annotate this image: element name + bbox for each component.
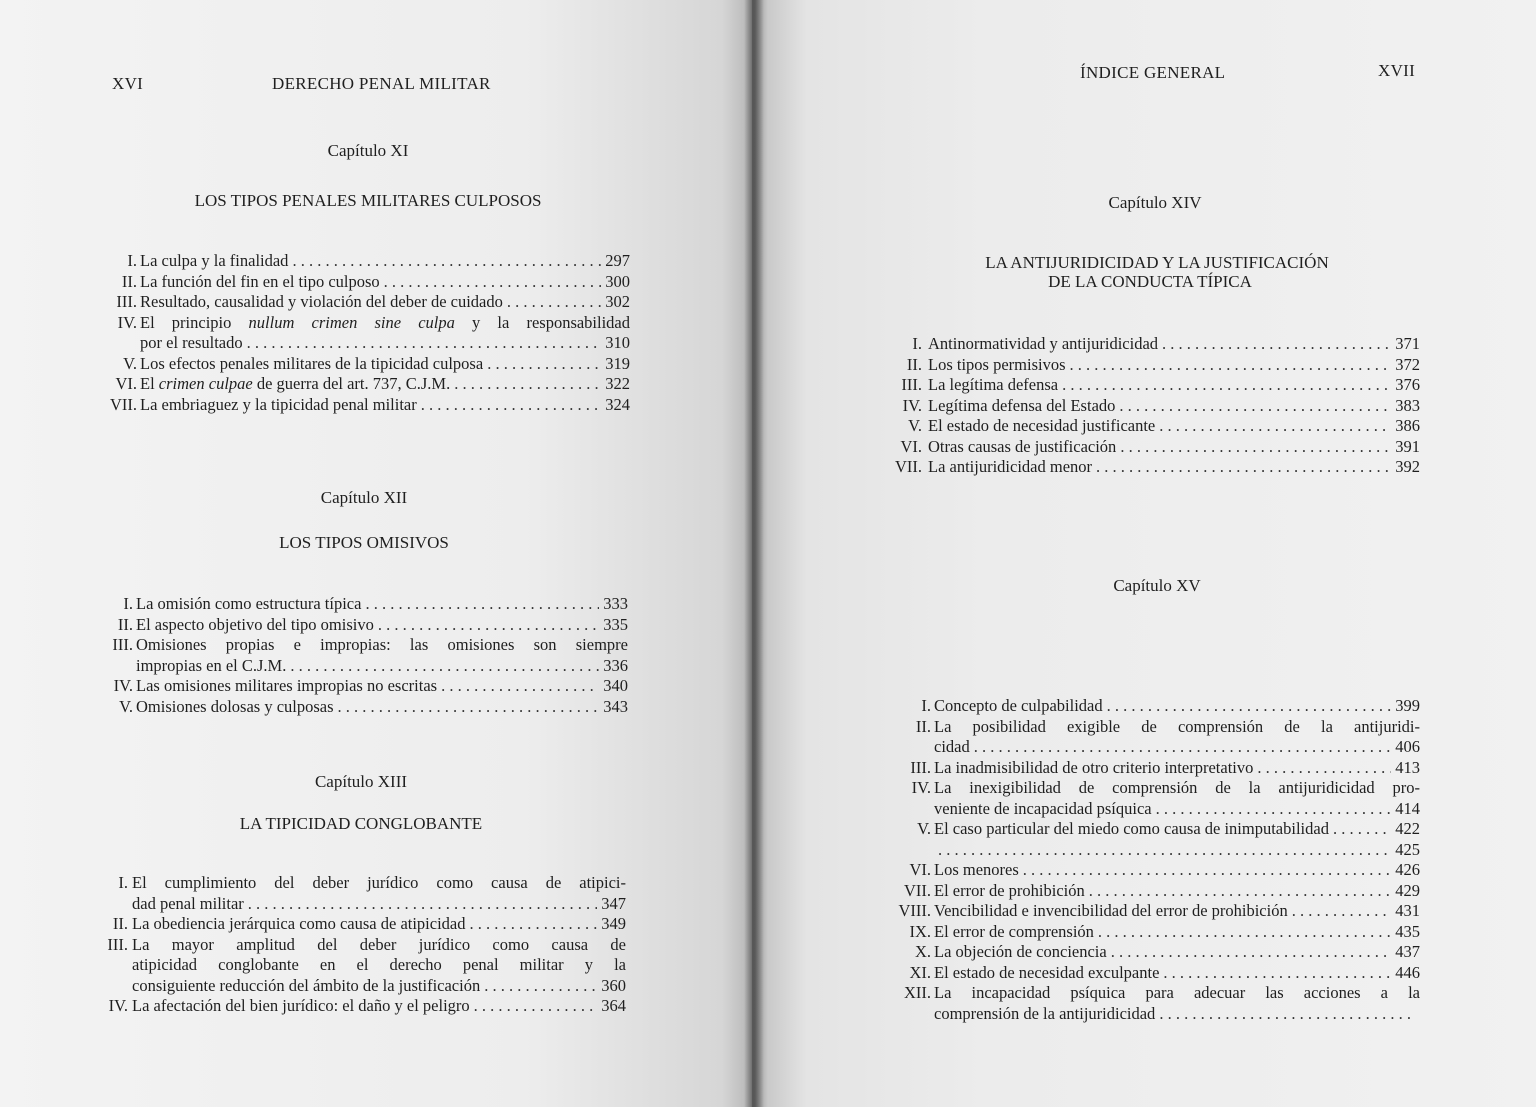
dot-leader [1070, 355, 1392, 376]
toc-entry [100, 395, 630, 416]
toc-entry-number: II. [915, 716, 931, 736]
toc-entry-text: Otras causas de justificación [928, 436, 1117, 456]
dot-leader [1107, 696, 1392, 717]
toc-page-number: 340 [603, 676, 628, 695]
toc-page-number: 319 [605, 353, 630, 373]
left-running-title: DERECHO PENAL MILITAR [272, 74, 491, 93]
toc-entry-number: I. [127, 251, 137, 270]
toc-entry-number: II. [121, 271, 137, 291]
dot-leader [378, 615, 599, 636]
toc-page-number: 399 [1395, 696, 1420, 715]
toc-entry-number: XII. [903, 983, 931, 1002]
dot-leader [974, 737, 1392, 758]
toc-entry-text: La incapacidad psíquica para adecuar las acciones a la [934, 983, 1420, 1002]
toc-entry-number: VI. [900, 436, 922, 456]
toc-entry [100, 374, 630, 395]
toc-entry [96, 914, 626, 935]
toc-entry-text: El estado de necesidad exculpante [934, 962, 1160, 982]
toc-entry [884, 942, 1420, 963]
toc-entry [884, 758, 1420, 779]
toc-entry-text: El cumplimiento del deber jurídico como causa de atipici- [132, 873, 626, 892]
chapter-title: LOS TIPOS OMISIVOS [279, 533, 449, 552]
dot-leader [1120, 437, 1391, 458]
toc-entry [884, 963, 1420, 984]
toc-entry-text: dad penal militar [132, 893, 244, 913]
toc-entry-number: III. [107, 934, 128, 954]
toc-entry-number: IV. [113, 676, 133, 695]
toc-entry-number: VII. [894, 457, 922, 476]
toc-page-number: 406 [1395, 737, 1420, 756]
chapter-label: Capítulo XIV [1108, 193, 1202, 212]
dot-leader [474, 996, 598, 1017]
toc-entry-number: VI. [909, 860, 931, 879]
chapter-label: Capítulo XIII [314, 772, 408, 791]
toc-entry [96, 996, 626, 1017]
chapter-label: Capítulo XI [327, 141, 409, 160]
toc-entry-text: cidad [934, 737, 970, 756]
toc-page-number: 302 [605, 292, 630, 311]
dot-leader [487, 354, 601, 375]
toc-entry [100, 697, 628, 718]
dot-leader [470, 914, 598, 935]
toc-entry [884, 696, 1420, 717]
chapter-title-line: LA ANTIJURIDICIDAD Y LA JUSTIFICACIÓN [985, 253, 1329, 272]
toc-page-number: 435 [1395, 921, 1420, 941]
toc-entry [884, 355, 1420, 376]
toc-entry-text: por el resultado [140, 333, 243, 352]
toc-entry-number: V. [123, 353, 137, 373]
dot-leader [365, 594, 599, 615]
chapter-label: Capítulo XII [320, 488, 408, 507]
toc-entry-text: La culpa y la finalidad [140, 251, 289, 270]
toc-entry [884, 396, 1420, 417]
toc-entry-number: I. [921, 696, 931, 715]
toc-entry [884, 416, 1420, 437]
toc-page-number: 391 [1395, 436, 1420, 456]
chapter-title-line: DE LA CONDUCTA TÍPICA [1048, 272, 1252, 291]
toc-page-number: 324 [605, 394, 630, 414]
toc-entry-text: Concepto de culpabilidad [934, 696, 1103, 715]
dot-leader [1096, 457, 1391, 478]
toc-page-number: 431 [1395, 901, 1420, 920]
toc-entry-text: La función del fin en el tipo culposo [140, 271, 380, 291]
toc-entry [100, 615, 628, 636]
toc-entry-number: IX. [909, 921, 931, 941]
toc-entry-number: VII. [109, 394, 137, 414]
toc-entry-number: III. [116, 292, 137, 311]
dot-leader [421, 395, 602, 416]
toc-entry-text: Legítima defensa del Estado [928, 395, 1116, 415]
toc-entry-text: La inadmisibilidad de otro criterio interpretativo [934, 757, 1254, 777]
toc-entry [100, 292, 630, 313]
toc-entry-number: III. [901, 375, 922, 394]
dot-leader [1333, 819, 1391, 840]
toc-entry-text: El crimen culpae de guerra del art. 737, C.J.M. [140, 374, 451, 393]
toc-entry-text: veniente de incapacidad psíquica [934, 798, 1152, 818]
toc-page-number: 349 [601, 914, 626, 933]
toc-entry-number: IV. [902, 395, 922, 415]
toc-entry [100, 313, 630, 354]
toc-entry [96, 935, 626, 997]
toc-entry [884, 778, 1420, 819]
toc-entry-number: II. [117, 614, 133, 634]
toc-entry-number: II. [112, 914, 128, 933]
chapter-title: LOS TIPOS PENALES MILITARES CULPOSOS [194, 191, 542, 210]
toc-entry [884, 860, 1420, 881]
toc-entry [884, 457, 1420, 478]
dot-leader [1159, 416, 1391, 437]
dot-leader [484, 976, 597, 997]
toc-entry-text: Los efectos penales militares de la tipicidad culposa [140, 353, 484, 373]
toc-entry [884, 840, 1420, 861]
toc-page-number: 322 [605, 374, 630, 393]
toc-entry-text: atipicidad conglobante en el derecho penal militar y la [132, 955, 626, 974]
toc-entry-number: I. [123, 594, 133, 613]
toc-entry-number: I. [118, 873, 128, 892]
toc-entry-number: III. [112, 635, 133, 654]
toc-page-number: 364 [601, 996, 626, 1015]
toc-entry-text: El caso particular del miedo como causa de inimputabilidad [934, 819, 1329, 838]
toc-entry-number: VI. [115, 374, 137, 393]
toc-page-number: 422 [1395, 819, 1420, 838]
dot-leader [292, 251, 601, 272]
dot-leader [1292, 901, 1392, 922]
dot-leader [1089, 881, 1392, 902]
toc-entry-text: La embriaguez y la tipicidad penal militar [140, 394, 417, 414]
toc-page-number: 446 [1395, 962, 1420, 982]
toc-page-number: 371 [1395, 334, 1420, 353]
toc-entry-text: La objeción de conciencia [934, 942, 1107, 961]
toc-entry-text: El aspecto objetivo del tipo omisivo [136, 614, 374, 634]
toc-entry-text: Los tipos permisivos [928, 354, 1066, 374]
toc-page-number: 386 [1395, 416, 1420, 435]
toc-entry-text: El error de prohibición [934, 880, 1085, 900]
toc-entry [884, 901, 1420, 922]
toc-entry [884, 375, 1420, 396]
toc-entry-number: VII. [903, 880, 931, 900]
toc-entry-number: VIII. [898, 901, 931, 920]
dot-leader [338, 697, 600, 718]
toc-entry-text: comprensión de la antijuridicidad [934, 1003, 1156, 1023]
toc-entry-number: II. [906, 354, 922, 374]
toc-page-number: 437 [1395, 942, 1420, 961]
toc-entry-text: impropias en el C.J.M. [136, 655, 287, 675]
dot-leader [290, 656, 599, 677]
chapter-label: Capítulo XV [1113, 576, 1201, 595]
toc-entry-number: III. [910, 757, 931, 777]
toc-entry [100, 272, 630, 293]
toc-entry-text: La obediencia jerárquica como causa de atipicidad [132, 914, 466, 933]
toc-entry-text: La omisión como estructura típica [136, 594, 362, 613]
dot-leader [1163, 963, 1391, 984]
toc-entry [884, 334, 1420, 355]
toc-entry-text: Vencibilidad e invencibilidad del error de prohibición [934, 901, 1288, 920]
chapter-title: LA TIPICIDAD CONGLOBANTE [239, 814, 483, 833]
book-gutter [744, 0, 764, 1107]
toc-page-number: 383 [1395, 395, 1420, 415]
toc-entry-number: IV. [117, 312, 137, 332]
toc-page-number: 336 [603, 655, 628, 675]
dot-leader [1159, 1004, 1416, 1025]
dot-leader [1023, 860, 1391, 881]
toc-entry-text: La posibilidad exigible de comprensión de la antijuridi- [934, 716, 1420, 736]
toc-page-number: 347 [601, 893, 626, 913]
toc-page-number: 426 [1395, 860, 1420, 879]
toc-entry-text: Omisiones propias e impropias: las omisiones son siempre [136, 635, 628, 654]
dot-leader [1156, 799, 1392, 820]
toc-entry [100, 354, 630, 375]
toc-entry [100, 251, 630, 272]
right-running-title: ÍNDICE GENERAL [1080, 63, 1226, 82]
dot-leader [247, 333, 602, 354]
toc-page-number: 413 [1395, 757, 1420, 777]
toc-entry-text: Las omisiones militares impropias no escritas [136, 676, 438, 695]
toc-entry-number: V. [119, 696, 133, 716]
toc-entry-number: IV. [108, 996, 128, 1015]
toc-page-number: 343 [603, 696, 628, 716]
toc-entry-text: El error de comprensión [934, 921, 1094, 941]
dot-leader [1111, 942, 1392, 963]
toc-entry [884, 717, 1420, 758]
dot-leader [938, 840, 1391, 861]
dot-leader [1119, 396, 1391, 417]
toc-entry [884, 922, 1420, 943]
toc-page-number: 310 [605, 333, 630, 352]
toc-entry-text: Antinormatividad y antijuridicidad [928, 334, 1159, 353]
dot-leader [1257, 758, 1391, 779]
right-page-number: XVII [1378, 61, 1416, 80]
toc-entry [100, 635, 628, 676]
toc-entry-text: Los menores [934, 860, 1019, 879]
toc-entry-text: La antijuridicidad menor [928, 457, 1093, 476]
toc-entry-text: consiguiente reducción del ámbito de la justificación [132, 975, 481, 995]
toc-page-number: 335 [603, 614, 628, 634]
dot-leader [454, 374, 601, 395]
toc-page-number: 429 [1395, 880, 1420, 900]
dot-leader [384, 272, 602, 293]
toc-page-number: 333 [603, 594, 628, 613]
dot-leader [441, 676, 599, 697]
dot-leader [1162, 334, 1391, 355]
dot-leader [507, 292, 601, 313]
toc-page-number: 392 [1395, 457, 1420, 476]
toc-entry-number: XI. [909, 962, 931, 982]
toc-entry-text: Resultado, causalidad y violación del deber de cuidado [140, 292, 503, 311]
toc-entry [884, 819, 1420, 840]
dot-leader [248, 894, 597, 915]
toc-entry-number: V. [917, 819, 931, 838]
toc-entry [884, 437, 1420, 458]
toc-entry-number: I. [912, 334, 922, 353]
toc-entry-text: El principio nullum crimen sine culpa y la responsabilidad [140, 312, 631, 332]
toc-page-number: 372 [1395, 354, 1420, 374]
toc-entry-text: La inexigibilidad de comprensión de la antijuridicidad pro- [934, 778, 1420, 797]
toc-entry [884, 983, 1420, 1024]
toc-entry-text: Omisiones dolosas y culposas [136, 696, 334, 716]
toc-entry-text: La legítima defensa [928, 375, 1059, 394]
toc-entry [100, 676, 628, 697]
toc-entry-text: La mayor amplitud del deber jurídico como causa de [132, 934, 626, 954]
toc-entry-number: V. [908, 416, 922, 435]
toc-page-number: 414 [1395, 798, 1420, 818]
toc-entry [884, 881, 1420, 902]
toc-entry-text: El estado de necesidad justificante [928, 416, 1156, 435]
toc-page-number: 376 [1395, 375, 1420, 394]
toc-page-number: 300 [605, 271, 630, 291]
toc-entry-number: X. [914, 942, 931, 961]
left-page-number: XVI [112, 74, 144, 93]
toc-page-number: 425 [1395, 839, 1420, 859]
toc-entry-number: IV. [911, 778, 931, 797]
toc-page-number: 297 [605, 251, 630, 270]
dot-leader [1062, 375, 1391, 396]
toc-entry [96, 873, 626, 914]
toc-entry [100, 594, 628, 615]
toc-entry-text: La afectación del bien jurídico: el daño y el peligro [132, 996, 470, 1015]
dot-leader [1098, 922, 1391, 943]
toc-page-number: 360 [601, 975, 626, 995]
